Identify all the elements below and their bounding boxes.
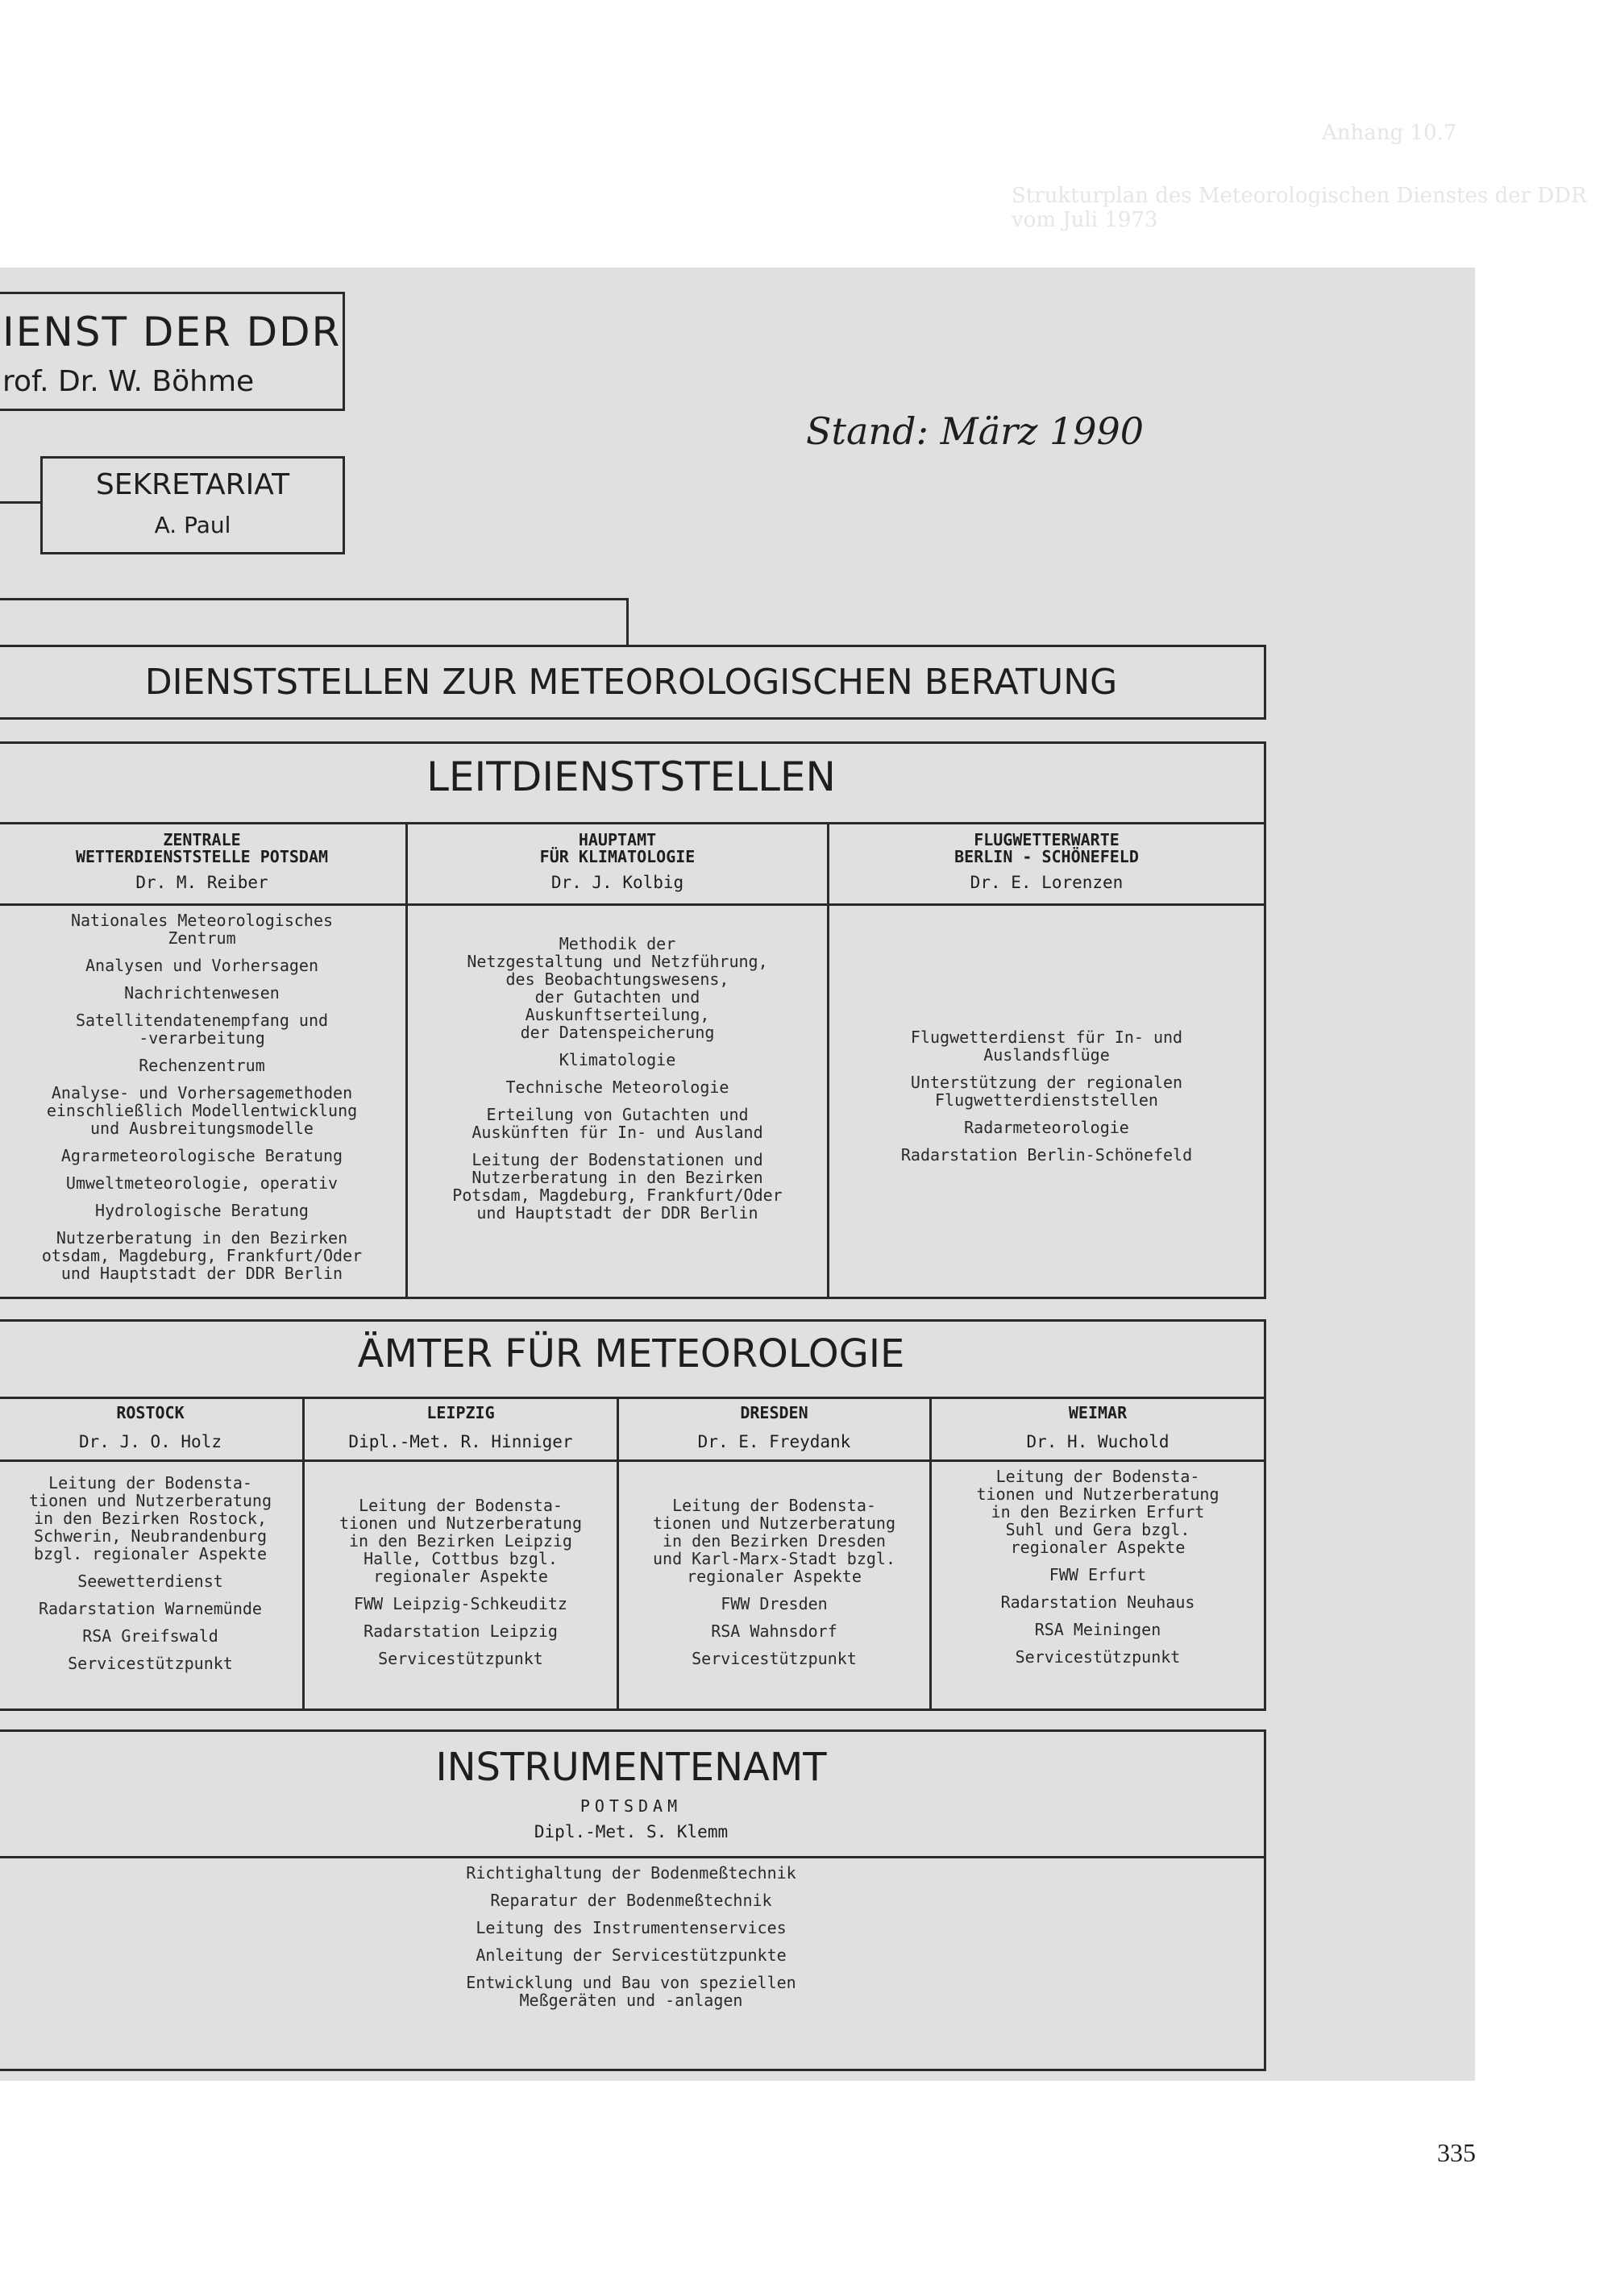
list-item: Leitung der Bodensta- tionen und Nutzerberatung in den Bezirken Dresden und Karl-Marx-Stadt bzgl. regionaler Aspekte (652, 1496, 896, 1586)
leit-col-items (829, 1028, 1264, 1173)
secretariat-title: SEKRETARIAT (95, 468, 290, 501)
leit-col-person: Dr. M. Reiber (135, 873, 268, 892)
directorate-box (0, 292, 345, 411)
list-item: Nachrichtenwesen (124, 983, 280, 1003)
list-item: Leitung der Bodensta- tionen und Nutzerberatung in den Bezirken Leipzig Halle, Cottbus bzgl. regionaler Aspekte (339, 1496, 583, 1586)
list-item: Satellitendatenempfang und -verarbeitung (75, 1011, 329, 1048)
list-item: FWW Erfurt (1049, 1565, 1147, 1584)
aemter-col-person: Dr. E. Freydank (697, 1432, 851, 1451)
list-item: Unterstützung der regionalen Flugwetterdienststellen (910, 1073, 1183, 1110)
list-item: Radarstation Leipzig (364, 1621, 558, 1641)
aemter-title: ÄMTER FÜR METEOROLOGIE (357, 1331, 905, 1376)
list-item: FWW Dresden (721, 1594, 828, 1613)
aemter-col-name: WEIMAR (1068, 1403, 1128, 1422)
instrumentenamt-person: Dipl.-Met. S. Klemm (534, 1822, 729, 1841)
advisory-box (0, 645, 1266, 720)
list-item: RSA Greifswald (82, 1626, 218, 1646)
list-item: Entwicklung und Bau von speziellen Meßgeräten und -anlagen (466, 1973, 796, 2010)
leit-col-name: FLUGWETTERWARTE BERLIN - SCHÖNEFELD (954, 830, 1139, 866)
leit-col-items (408, 935, 827, 1231)
leit-col-name: ZENTRALE WETTERDIENSTSTELLE POTSDAM (75, 830, 329, 866)
aemter-col-weimar (932, 1397, 1264, 1711)
list-item: Servicestützpunkt (378, 1649, 543, 1668)
leit-col-name: HAUPTAMT FÜR KLIMATOLOGIE (539, 830, 696, 866)
list-item: Anleitung der Servicestützpunkte (476, 1945, 787, 1965)
list-item: Methodik der Netzgestaltung und Netzführung, des Beobachtungswesens, der Gutachten und Auskunftserteilung, der Datenspeicherung (467, 934, 768, 1042)
list-item: Servicestützpunkt (68, 1654, 233, 1673)
list-item: Hydrologische Beratung (95, 1201, 309, 1220)
secretariat-box (40, 456, 345, 554)
list-item: Richtighaltung der Bodenmeßtechnik (466, 1863, 796, 1883)
directorate-title: IENST DER DDR (2, 309, 342, 355)
list-item: Rechenzentrum (139, 1056, 265, 1075)
aemter-col-items (619, 1497, 929, 1677)
list-item: Analyse- und Vorhersagemethoden einschließlich Modellentwicklung und Ausbreitungsmodelle (46, 1083, 358, 1138)
instrumentenamt-divider (0, 1856, 1264, 1858)
list-item: Agrarmeteorologische Beratung (60, 1146, 343, 1165)
list-item: Klimatologie (559, 1050, 676, 1069)
leit-col-zentrale (0, 822, 405, 1299)
list-item: FWW Leipzig-Schkeuditz (354, 1594, 567, 1613)
list-item: Leitung des Instrumentenservices (476, 1918, 787, 1937)
list-item: RSA Wahnsdorf (711, 1621, 837, 1641)
aemter-col-person: Dipl.-Met. R. Hinniger (348, 1432, 573, 1451)
aemter-col-name: LEIPZIG (426, 1403, 495, 1422)
aemter-col-person: Dr. H. Wuchold (1026, 1432, 1170, 1451)
aemter-col-dresden (619, 1397, 929, 1711)
leit-col-flugwetterwarte (829, 822, 1264, 1299)
list-item: Radarstation Warnemünde (39, 1599, 262, 1618)
page-number: 335 (1437, 2138, 1476, 2167)
instrumentenamt-title: INSTRUMENTENAMT (435, 1745, 827, 1790)
advisory-connector-v (626, 598, 629, 646)
leit-col-hauptamt (408, 822, 827, 1299)
status-date: Stand: März 1990 (806, 409, 1145, 453)
page-caption: Strukturplan des Meteorologischen Dienstes der DDR vom Juli 1973 (1012, 184, 1587, 232)
aemter-col-items (305, 1497, 617, 1677)
list-item: Nutzerberatung in den Bezirken otsdam, Magdeburg, Frankfurt/Oder und Hauptstadt der DDR Berlin (41, 1228, 363, 1283)
leit-col-person: Dr. E. Lorenzen (970, 873, 1124, 892)
list-item: RSA Meiningen (1034, 1620, 1161, 1639)
advisory-title: DIENSTSTELLEN ZUR METEOROLOGISCHEN BERATUNG (144, 662, 1118, 703)
leit-col-items (0, 911, 405, 1292)
list-item: Radarstation Neuhaus (1000, 1592, 1195, 1612)
list-item: Flugwetterdienst für In- und Auslandsflüge (910, 1028, 1183, 1065)
leitdienststellen-title: LEITDIENSTSTELLEN (426, 754, 836, 800)
directorate-head: rof. Dr. W. Böhme (2, 365, 255, 398)
instrumentenamt-items (0, 1864, 1264, 2019)
list-item: Umweltmeteorologie, operativ (65, 1173, 339, 1193)
aemter-col-name: DRESDEN (740, 1403, 808, 1422)
list-item: Technische Meteorologie (505, 1077, 729, 1097)
list-item: Nationales Meteorologisches Zentrum (70, 911, 334, 948)
list-item: Leitung der Bodensta- tionen und Nutzerberatung in den Bezirken Rostock, Schwerin, Neubrandenburg bzgl. regionaler Aspekte (28, 1473, 272, 1563)
advisory-connector-h (0, 598, 629, 600)
list-item: Seewetterdienst (77, 1571, 223, 1591)
list-item: Leitung der Bodensta- tionen und Nutzerberatung in den Bezirken Erfurt Suhl und Gera bzgl. regionaler Aspekte (976, 1467, 1219, 1557)
aemter-col-person: Dr. J. O. Holz (78, 1432, 222, 1451)
leitdienststellen-box (0, 741, 1266, 1299)
aemter-col-items (0, 1474, 302, 1682)
list-item: Radarstation Berlin-Schönefeld (900, 1145, 1193, 1165)
list-item: Leitung der Bodenstationen und Nutzerberatung in den Bezirken Potsdam, Magdeburg, Frankfurt/Oder und Hauptstadt der DDR Berlin (452, 1150, 783, 1223)
instrumentenamt-location: POTSDAM (580, 1796, 683, 1816)
leit-col-person: Dr. J. Kolbig (550, 873, 684, 892)
secretariat-person: A. Paul (154, 512, 231, 538)
annex-label: Anhang 10.7 (1322, 121, 1457, 145)
list-item: Radarmeteorologie (964, 1118, 1129, 1137)
instrumentenamt-box (0, 1729, 1266, 2071)
aemter-col-name: ROSTOCK (116, 1403, 185, 1422)
list-item: Analysen und Vorhersagen (85, 956, 318, 975)
aemter-col-rostock (0, 1397, 302, 1711)
aemter-col-leipzig (305, 1397, 617, 1711)
list-item: Servicestützpunkt (692, 1649, 857, 1668)
list-item: Erteilung von Gutachten und Auskünften für In- und Ausland (472, 1105, 763, 1142)
list-item: Servicestützpunkt (1015, 1647, 1181, 1667)
aemter-box (0, 1319, 1266, 1711)
aemter-col-items (932, 1468, 1264, 1675)
list-item: Reparatur der Bodenmeßtechnik (490, 1891, 772, 1910)
secretariat-connector (0, 501, 42, 504)
